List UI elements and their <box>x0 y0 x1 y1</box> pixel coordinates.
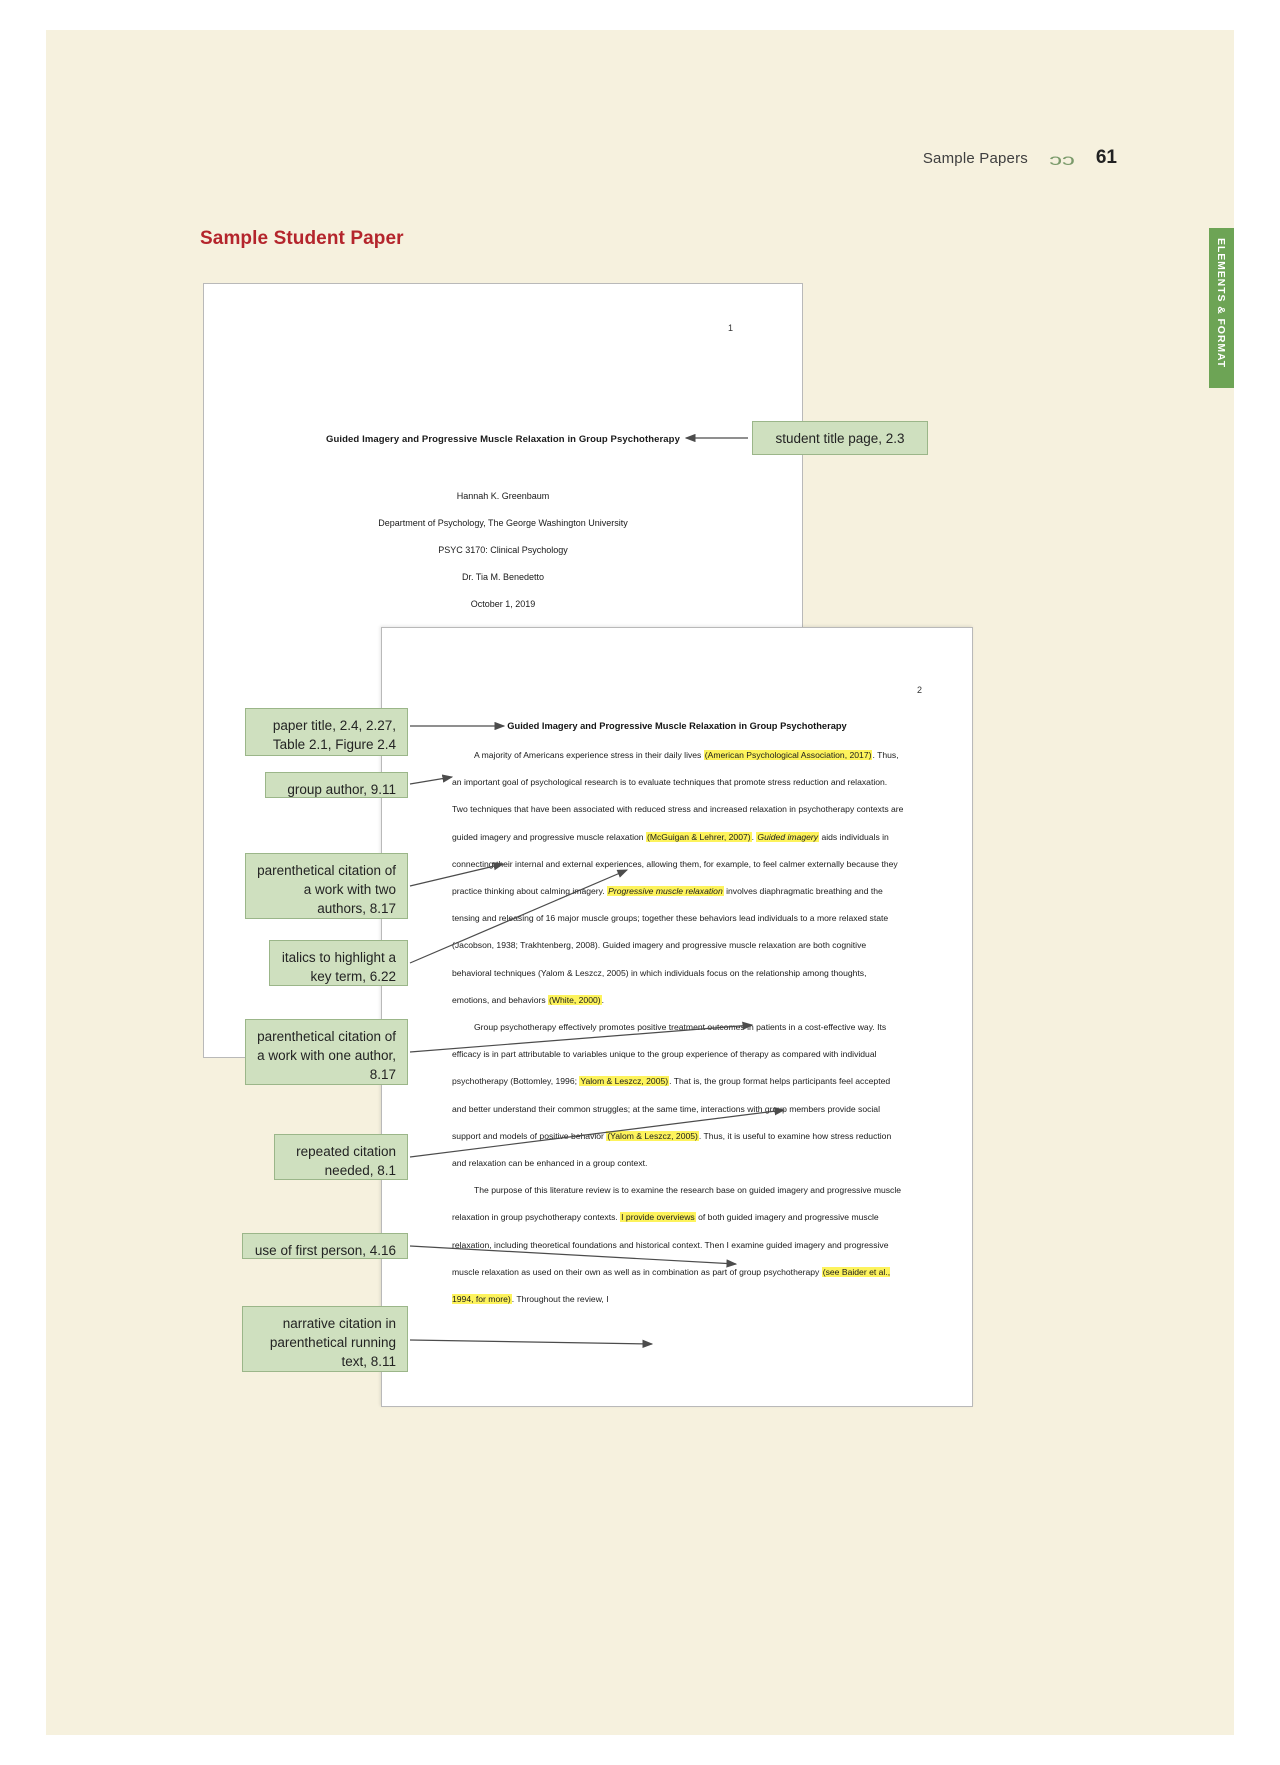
callout-label: group author, 9.11 <box>287 782 396 797</box>
callout-first-person <box>242 1233 408 1259</box>
paragraph-3: The purpose of this literature review is to examine the research base on guided imagery and progressive muscle relaxation in group psychotherapy contexts. I provide overviews of both guided imagery and progressive muscle relaxation, including theoretical foundations and historical context. Then I examine guided imagery and progressive muscle relaxation as used on their own as well as in combination as part of group psychotherapy (see Baider et al., 1994, for more). Throughout the review, I <box>452 1185 902 1305</box>
title-page-title: Guided Imagery and Progressive Muscle Relaxation in Group Psychotherapy <box>326 434 680 445</box>
paragraph-2: Group psychotherapy effectively promotes positive treatment outcomes in patients in a cost-effective way. Its efficacy is in part attributable to variables unique to the group experience of therapy as compared with individual psychotherapy (Bottomley, 1996; Yalom & Leszcz, 2005). That is, the group format helps participants feel accepted and better understand their common struggles; at the same time, interactions with group members provide social support and models of positive behavior (Yalom & Leszcz, 2005). Thus, it is useful to examine how stress reduction and relaxation can be enhanced in a group context. <box>452 1022 892 1169</box>
body-text <box>452 742 904 1313</box>
callout-label: narrative citation in parenthetical running text, 8.11 <box>269 1316 396 1369</box>
side-tab <box>1209 228 1234 388</box>
callout-narrative-citation <box>242 1306 408 1372</box>
title-page-due-date: October 1, 2019 <box>470 599 536 609</box>
callout-label: student title page, 2.3 <box>775 431 905 446</box>
callout-label: parenthetical citation of a work with one author, 8.17 <box>257 1029 396 1082</box>
page-title: Sample Student Paper <box>200 228 404 249</box>
page-number: 61 <box>1095 147 1117 168</box>
callout-italics-key-term <box>269 940 408 986</box>
paragraph-1: A majority of Americans experience stress in their daily lives (American Psychological Association, 2017). Thus, an important goal of psychological research is to evaluate techniques that promote stress reduction and relaxation. Two techniques that have been associated with reduced stress and increased relaxation in psychotherapy contexts are guided imagery and progressive muscle relaxation (McGuigan & Lehrer, 2007). Guided imagery aids individuals in connecting their internal and external experiences, allowing them, for example, to feel calmer externally because they practice thinking about calming imagery. Progressive muscle relaxation involves diaphragmatic breathing and the tensing and releasing of 16 major muscle groups; together these behaviors lead individuals to a more relaxed state (Jacobson, 1938; Trakhtenberg, 2008). Guided imagery and progressive muscle relaxation are both cognitive behavioral techniques (Yalom & Leszcz, 2005) in which individuals focus on the relationship among thoughts, emotions, and behaviors (White, 2000). <box>452 750 904 1005</box>
callout-student-title-page <box>752 421 928 455</box>
callout-group-author <box>265 772 408 798</box>
body-page-title: Guided Imagery and Progressive Muscle Relaxation in Group Psychotherapy <box>507 721 847 731</box>
callout-label: use of first person, 4.16 <box>254 1243 396 1258</box>
title-page-instructor: Dr. Tia M. Benedetto <box>461 572 545 582</box>
callout-parenthetical-one-author <box>245 1019 408 1085</box>
side-tab-label: ELEMENTS & FORMAT <box>1215 238 1227 369</box>
ornament-icon: ɔɔ <box>1049 152 1075 169</box>
title-page-affiliation: Department of Psychology, The George Washington University <box>378 518 628 528</box>
callout-label: repeated citation needed, 8.1 <box>296 1144 396 1178</box>
body-page-number: 2 <box>917 685 923 695</box>
sample-body-page <box>381 627 973 1407</box>
title-page-number: 1 <box>728 323 734 333</box>
title-page-author: Hannah K. Greenbaum <box>456 491 550 501</box>
callout-parenthetical-two-authors <box>245 853 408 919</box>
callout-label: paper title, 2.4, 2.27, Table 2.1, Figure 2.4 <box>272 718 396 752</box>
callout-repeated-citation <box>274 1134 408 1180</box>
callout-label: italics to highlight a key term, 6.22 <box>281 950 396 984</box>
callout-label: parenthetical citation of a work with two authors, 8.17 <box>257 863 396 916</box>
title-page-course: PSYC 3170: Clinical Psychology <box>438 545 568 555</box>
callout-paper-title <box>245 708 408 756</box>
running-head: Sample Papers <box>922 150 1028 167</box>
